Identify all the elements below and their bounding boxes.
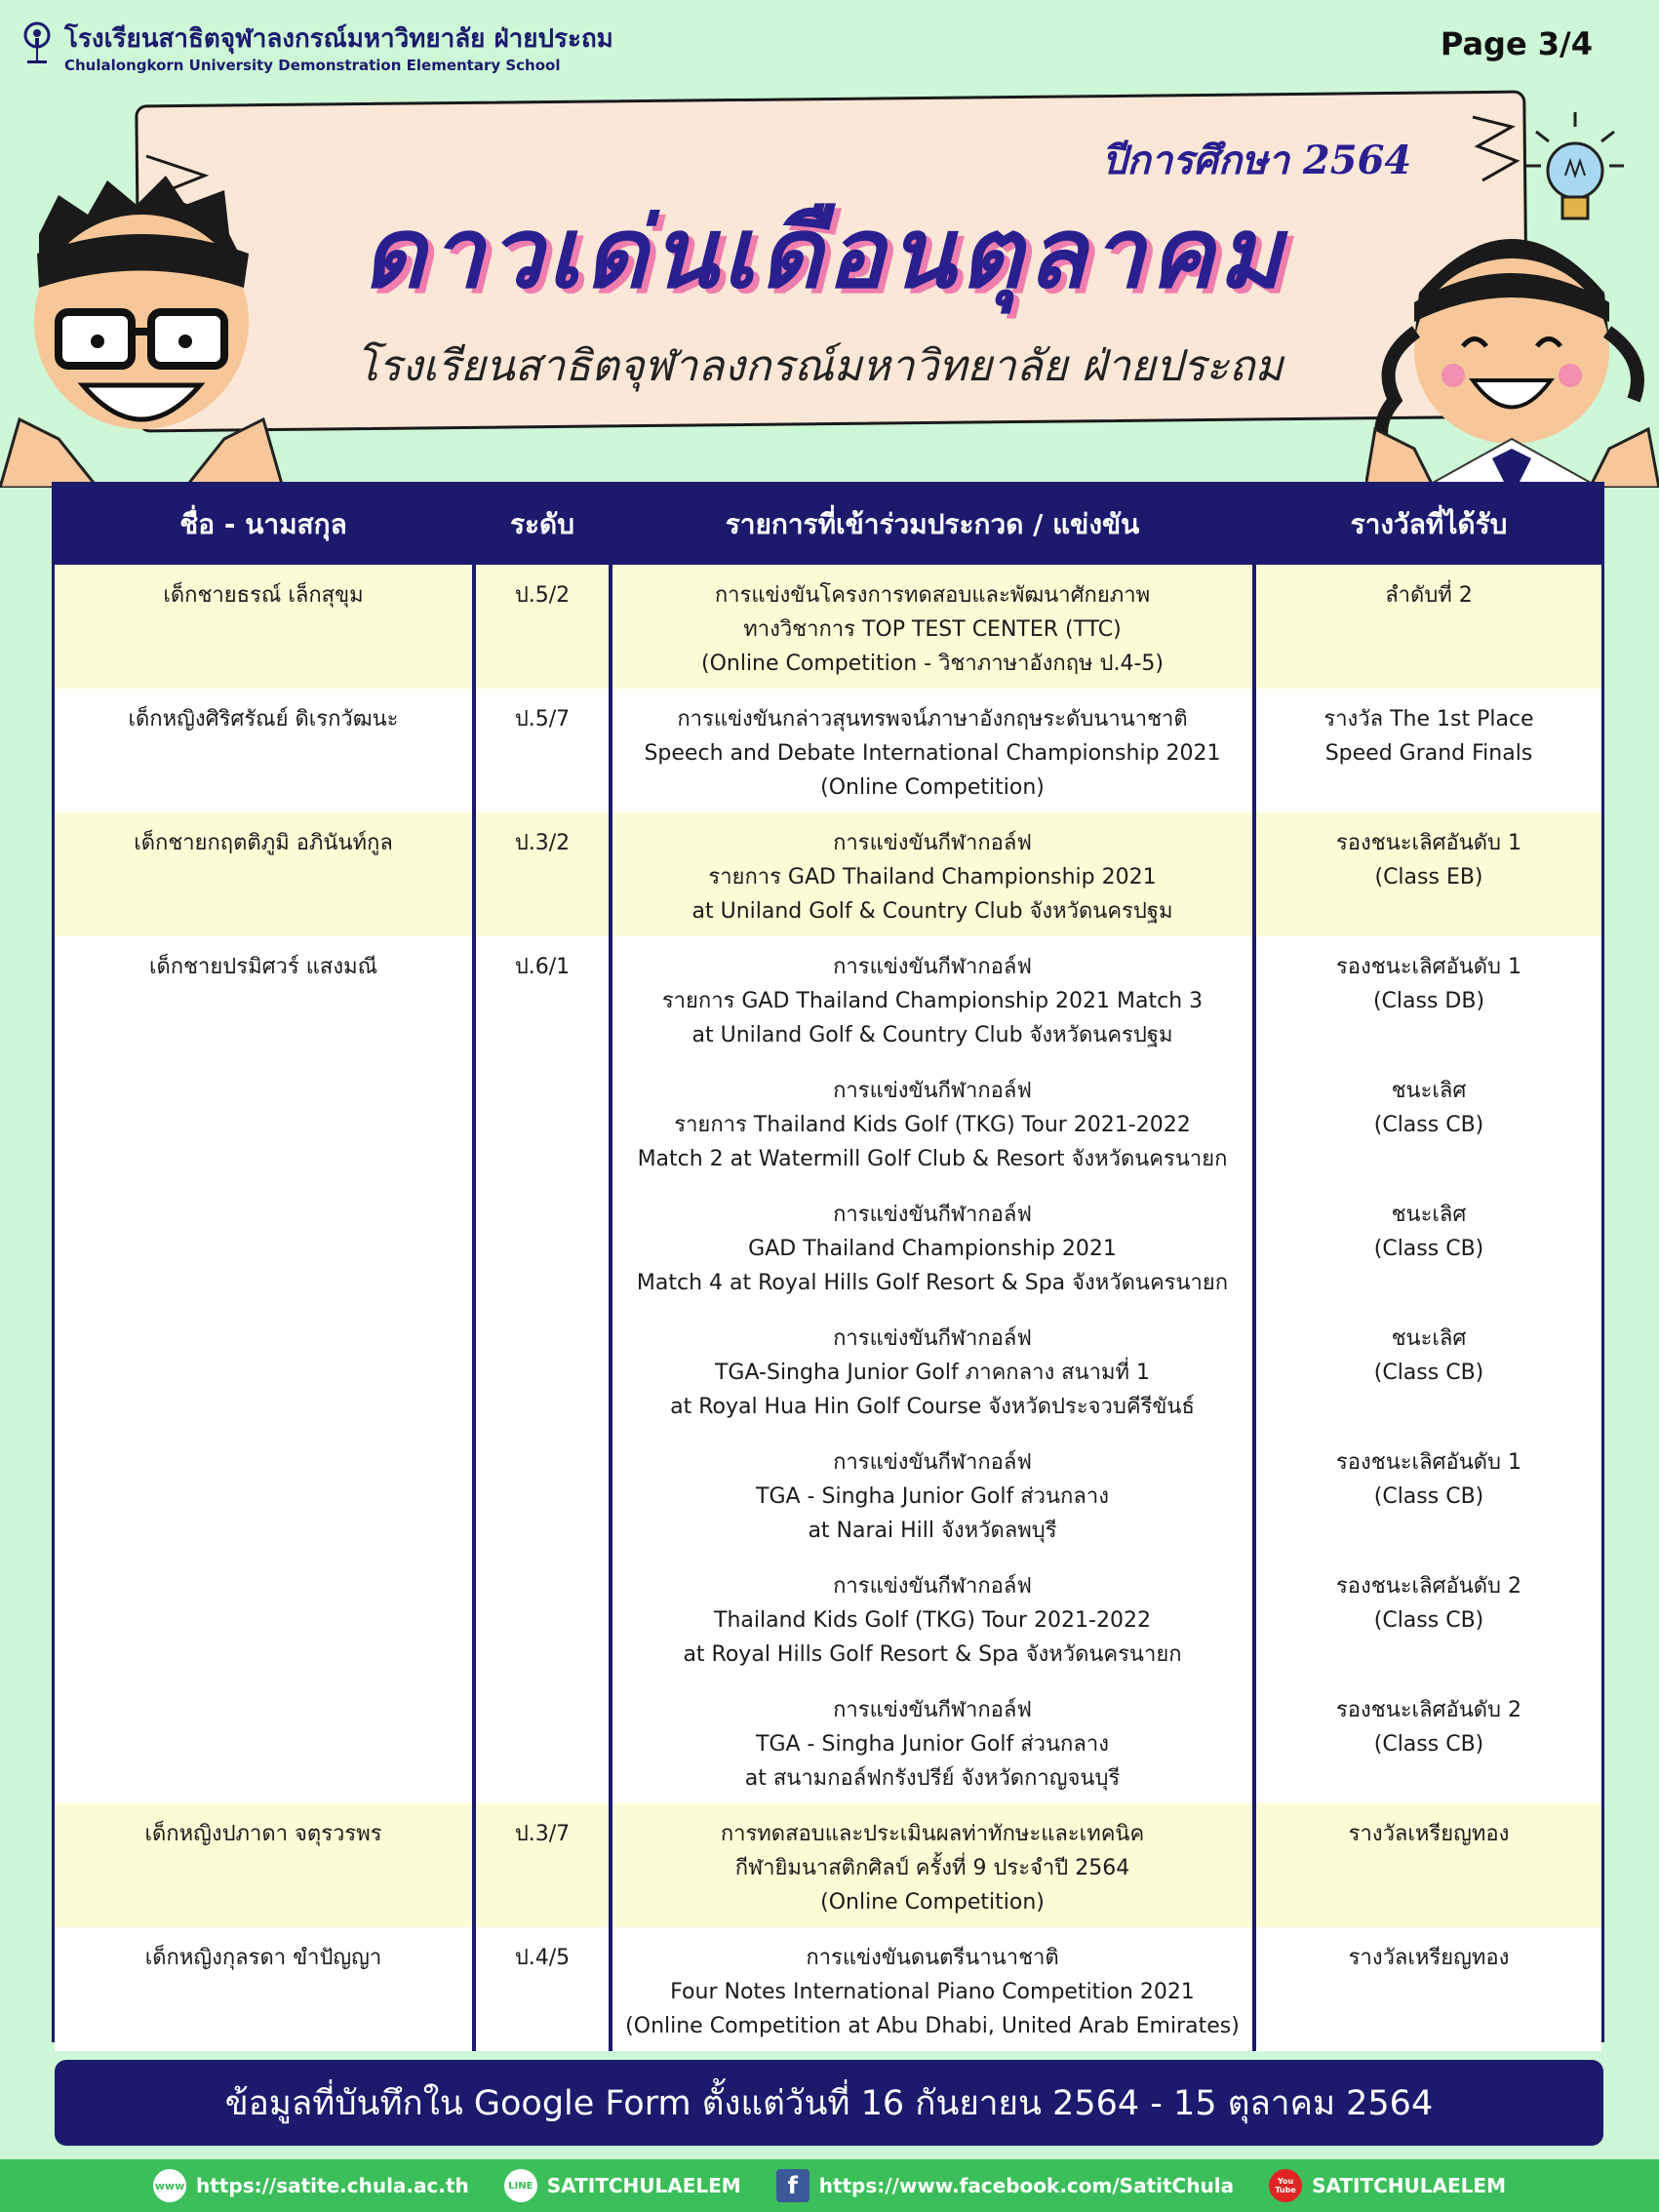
boy-character-illustration <box>0 176 283 488</box>
website-link[interactable]: https://satite.chula.ac.th <box>196 2174 469 2197</box>
cell-student-name <box>55 1184 474 1308</box>
footer-website[interactable] <box>153 2169 469 2202</box>
award-line: (Class CB) <box>1373 1484 1484 1509</box>
cell-level <box>474 1060 611 1184</box>
award-line: (Class EB) <box>1374 865 1483 889</box>
cell-event <box>611 1556 1254 1679</box>
data-source-note <box>55 2060 1603 2146</box>
cell-event <box>611 1184 1254 1308</box>
cell-event <box>611 812 1254 936</box>
award-line: ชนะเลิศ <box>1391 1203 1467 1227</box>
cell-event <box>611 565 1254 689</box>
table-row <box>55 936 1601 1060</box>
awards-table <box>52 482 1604 2042</box>
award-line: รองชนะเลิศอันดับ 1 <box>1335 831 1522 855</box>
cell-level <box>474 1679 611 1803</box>
cell-student-name: เด็กหญิงกุลรดา ขำปัญญา <box>55 1927 474 2051</box>
header-award: รางวัลที่ได้รับ <box>1254 485 1601 565</box>
www-icon: www <box>153 2169 186 2202</box>
event-line: at Uniland Golf & Country Club จังหวัดนครปฐม <box>691 899 1173 924</box>
event-line: การแข่งขันกีฬากอล์ฟ <box>833 1079 1032 1103</box>
cell-student-name <box>55 1556 474 1679</box>
cell-level: ป.3/2 <box>474 812 611 936</box>
cell-event <box>611 689 1254 812</box>
table-row <box>55 1308 1601 1432</box>
event-line: การแข่งขันโครงการทดสอบและพัฒนาศักยภาพ <box>714 583 1151 608</box>
award-line: (Class CB) <box>1373 1237 1484 1261</box>
cell-event <box>611 1060 1254 1184</box>
award-line: รองชนะเลิศอันดับ 1 <box>1335 955 1522 979</box>
award-line: (Class CB) <box>1373 1732 1484 1757</box>
line-icon: LINE <box>504 2169 537 2202</box>
event-line: รายการ GAD Thailand Championship 2021 Match 3 <box>661 989 1204 1013</box>
cell-award <box>1254 1927 1601 2051</box>
facebook-icon: f <box>776 2169 810 2202</box>
award-line: รางวัล The 1st Place <box>1323 707 1534 731</box>
table-body <box>55 565 1601 2051</box>
cell-level: ป.4/5 <box>474 1927 611 2051</box>
event-line: รายการ Thailand Kids Golf (TKG) Tour 2021-2022 <box>674 1113 1191 1137</box>
table-row <box>55 689 1601 812</box>
table-header-row <box>55 485 1601 565</box>
header-event: รายการที่เข้าร่วมประกวด / แข่งขัน <box>611 485 1254 565</box>
footer-line[interactable] <box>504 2169 741 2202</box>
event-line: การแข่งขันดนตรีนานาชาติ <box>806 1946 1059 1970</box>
event-line: at Royal Hills Golf Resort & Spa จังหวัดนครนายก <box>683 1642 1182 1667</box>
cell-event <box>611 1432 1254 1556</box>
cell-level <box>474 1432 611 1556</box>
header-name: ชื่อ - นามสกุล <box>55 485 474 565</box>
cell-award <box>1254 1308 1601 1432</box>
facebook-link[interactable]: https://www.facebook.com/SatitChula <box>818 2174 1235 2197</box>
table-row <box>55 1184 1601 1308</box>
footer-youtube[interactable] <box>1269 2169 1506 2202</box>
award-line: (Class CB) <box>1373 1608 1484 1633</box>
award-line: รางวัลเหรียญทอง <box>1348 1822 1510 1846</box>
banner-title: ดาวเด่นเดือนตุลาคม <box>362 195 1286 310</box>
event-line: TGA-Singha Junior Golf ภาคกลาง สนามที่ 1 <box>714 1361 1150 1385</box>
academic-year: ปีการศึกษา 2564 <box>1102 138 1412 183</box>
event-line: การแข่งขันกีฬากอล์ฟ <box>833 1698 1032 1722</box>
cell-event <box>611 1679 1254 1803</box>
event-line: Match 4 at Royal Hills Golf Resort & Spa จังหวัดนครนายก <box>636 1271 1229 1295</box>
event-line: การแข่งขันกีฬากอล์ฟ <box>833 1203 1032 1227</box>
event-line: (Online Competition - วิชาภาษาอังกฤษ ป.4-5) <box>700 652 1164 676</box>
cell-student-name <box>55 1432 474 1556</box>
footer-bar <box>0 2159 1659 2212</box>
table-row <box>55 1679 1601 1803</box>
event-line: การแข่งขันกีฬากอล์ฟ <box>833 1326 1032 1351</box>
cell-student-name: เด็กชายกฤตติภูมิ อภินันท์กูล <box>55 812 474 936</box>
event-line: รายการ GAD Thailand Championship 2021 <box>708 865 1157 889</box>
cell-student-name: เด็กหญิงศิริศรัณย์ ดิเรกวัฒนะ <box>55 689 474 812</box>
award-line: ชนะเลิศ <box>1391 1326 1467 1351</box>
header-level: ระดับ <box>474 485 611 565</box>
cell-event <box>611 1308 1254 1432</box>
event-line: TGA - Singha Junior Golf ส่วนกลาง <box>756 1484 1109 1509</box>
cell-level <box>474 1556 611 1679</box>
cell-level: ป.3/7 <box>474 1803 611 1927</box>
line-id[interactable]: SATITCHULAELEM <box>546 2174 741 2197</box>
event-line: การแข่งขันกล่าวสุนทรพจน์ภาษาอังกฤษระดับนานาชาติ <box>677 707 1188 731</box>
event-line: at Uniland Golf & Country Club จังหวัดนครปฐม <box>691 1023 1173 1047</box>
event-line: การแข่งขันกีฬากอล์ฟ <box>833 955 1032 979</box>
event-line: ทางวิชาการ TOP TEST CENTER (TTC) <box>743 617 1122 642</box>
table-row <box>55 1060 1601 1184</box>
cell-student-name <box>55 1308 474 1432</box>
school-name-english: Chulalongkorn University Demonstration Elementary School <box>64 57 561 74</box>
award-line: ชนะเลิศ <box>1391 1079 1467 1103</box>
table-row <box>55 1803 1601 1927</box>
cell-event <box>611 1803 1254 1927</box>
table-row <box>55 565 1601 689</box>
cell-award <box>1254 1803 1601 1927</box>
award-line: ลำดับที่ 2 <box>1385 583 1473 608</box>
award-line: รองชนะเลิศอันดับ 2 <box>1335 1698 1522 1722</box>
cell-level: ป.5/2 <box>474 565 611 689</box>
award-line: รองชนะเลิศอันดับ 2 <box>1335 1574 1522 1599</box>
event-line: at Narai Hill จังหวัดลพบุรี <box>808 1519 1057 1543</box>
event-line: at Royal Hua Hin Golf Course จังหวัดประจวบคีรีขันธ์ <box>670 1395 1195 1419</box>
cell-event <box>611 936 1254 1060</box>
footer-facebook[interactable] <box>776 2169 1234 2202</box>
event-line: Thailand Kids Golf (TKG) Tour 2021-2022 <box>714 1608 1151 1633</box>
cell-student-name: เด็กชายธรณ์ เล็กสุขุม <box>55 565 474 689</box>
cell-award <box>1254 565 1601 689</box>
cell-award <box>1254 936 1601 1060</box>
event-line: GAD Thailand Championship 2021 <box>748 1237 1117 1261</box>
cell-level: ป.5/7 <box>474 689 611 812</box>
event-line: กีฬายิมนาสติกศิลป์ ครั้งที่ 9 ประจำปี 2564 <box>734 1856 1130 1880</box>
table-row <box>55 1556 1601 1679</box>
award-line: (Class CB) <box>1373 1113 1484 1137</box>
event-line: การแข่งขันกีฬากอล์ฟ <box>833 1450 1032 1475</box>
cell-award <box>1254 1060 1601 1184</box>
award-line: รองชนะเลิศอันดับ 1 <box>1335 1450 1522 1475</box>
award-line: รางวัลเหรียญทอง <box>1348 1946 1510 1970</box>
event-line: Match 2 at Watermill Golf Club & Resort จังหวัดนครนายก <box>637 1147 1228 1171</box>
award-line: Speed Grand Finals <box>1324 741 1533 766</box>
youtube-channel[interactable]: SATITCHULAELEM <box>1312 2174 1506 2197</box>
cell-student-name <box>55 1060 474 1184</box>
school-name-thai: โรงเรียนสาธิตจุฬาลงกรณ์มหาวิทยาลัย ฝ่ายประถม <box>64 24 613 54</box>
cell-level <box>474 1184 611 1308</box>
event-line: TGA - Singha Junior Golf ส่วนกลาง <box>756 1732 1109 1757</box>
cell-award <box>1254 1184 1601 1308</box>
event-line: การทดสอบและประเมินผลท่าทักษะและเทคนิค <box>720 1822 1145 1846</box>
event-line: at สนามกอล์ฟกรังปรีย์ จังหวัดกาญจนบุรี <box>744 1766 1121 1791</box>
youtube-icon: You Tube <box>1269 2169 1302 2202</box>
school-header <box>21 21 613 78</box>
cell-award <box>1254 1556 1601 1679</box>
cell-event <box>611 1927 1254 2051</box>
cell-award <box>1254 1679 1601 1803</box>
award-line: (Class CB) <box>1373 1361 1484 1385</box>
event-line: (Online Competition) <box>820 1890 1045 1915</box>
event-line: Speech and Debate International Championship 2021 <box>644 741 1221 766</box>
event-line: (Online Competition at Abu Dhabi, United Arab Emirates) <box>625 2014 1240 2038</box>
table-row <box>55 1927 1601 2051</box>
school-logo-icon <box>21 21 53 78</box>
cell-award <box>1254 812 1601 936</box>
cell-level <box>474 1308 611 1432</box>
cell-award <box>1254 1432 1601 1556</box>
girl-character-illustration <box>1365 205 1659 488</box>
table-row <box>55 1432 1601 1556</box>
cell-student-name: เด็กหญิงปภาดา จตุรวรพร <box>55 1803 474 1927</box>
cell-student-name <box>55 1679 474 1803</box>
page-number: Page 3/4 <box>1440 25 1593 62</box>
cell-student-name: เด็กชายปรมิศวร์ แสงมณี <box>55 936 474 1060</box>
cell-level: ป.6/1 <box>474 936 611 1060</box>
table-row <box>55 812 1601 936</box>
event-line: (Online Competition) <box>820 775 1045 800</box>
event-line: Four Notes International Piano Competition 2021 <box>670 1980 1195 2004</box>
event-line: การแข่งขันกีฬากอล์ฟ <box>833 1574 1032 1599</box>
award-line: (Class DB) <box>1372 989 1485 1013</box>
event-line: การแข่งขันกีฬากอล์ฟ <box>833 831 1032 855</box>
note-text: ข้อมูลที่บันทึกใน Google Form ตั้งแต่วันที่ 16 กันยายน 2564 - 15 ตุลาคม 2564 <box>224 2083 1434 2123</box>
banner-subtitle: โรงเรียนสาธิตจุฬาลงกรณ์มหาวิทยาลัย ฝ่ายประถม <box>355 341 1284 391</box>
cell-award <box>1254 689 1601 812</box>
